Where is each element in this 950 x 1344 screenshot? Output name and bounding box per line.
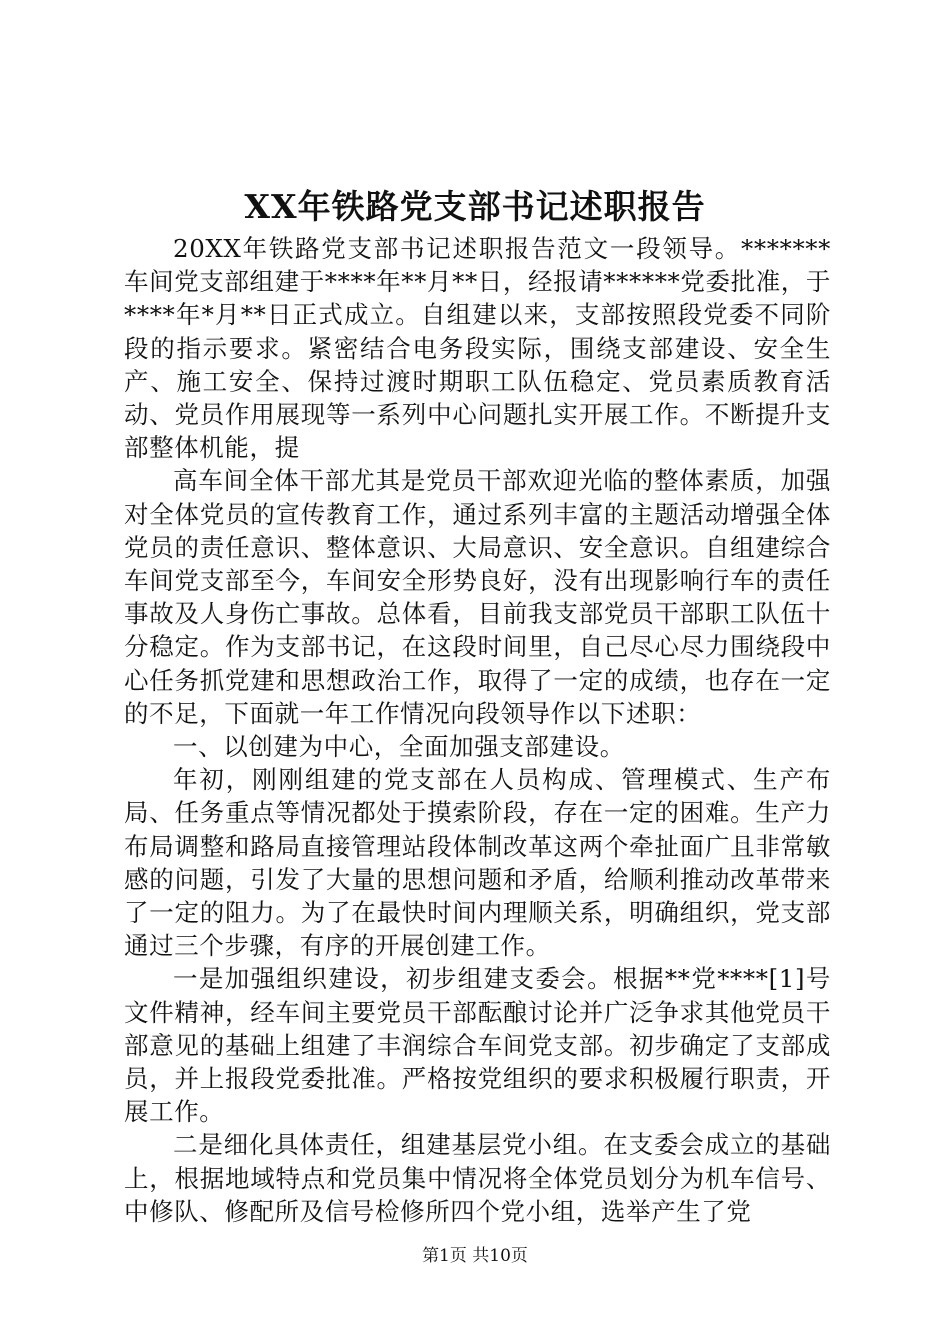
paragraph-step-one: 一是加强组织建设，初步组建支委会。根据**党****[1]号文件精神，经车间主要党员干部酝酿讨论并广泛争求其他党员干部意见的基础上组建了丰润综合车间党支部。初步确定了支部成员，并上报段党委批准。严格按党组织的要求积极履行职责，开展工作。 [124,964,831,1127]
paragraph-summary: 高车间全体干部尤其是党员干部欢迎光临的整体素质，加强对全体党员的宣传教育工作，通过系列丰富的主题活动增强全体党员的责任意识、整体意识、大局意识、安全意识。自组建综合车间党支部至今，车间安全形势良好，没有出现影响行车的责任事故及人身伤亡事故。总体看，目前我支部党员干部职工队伍十分稳定。作为支部书记，在这段时间里，自己尽心尽力围绕段中心任务抓党建和思想政治工作，取得了一定的成绩，也存在一定的不足，下面就一年工作情况向段领导作以下述职： [124,466,831,728]
paragraph-intro: 20XX年铁路党支部书记述职报告范文一段领导。*******车间党支部组建于****年**月**日，经报请******党委批准，于****年*月**日正式成立。自组建以来，支部按照段党委不同阶段的指示要求。紧密结合电务段实际，围绕支部建设、安全生产、施工安全、保持过渡时期职工队伍稳定、党员素质教育活动、党员作用展现等一系列中心问题扎实开展工作。不断提升支部整体机能，提 [124,234,831,463]
paragraph-early-year: 年初，刚刚组建的党支部在人员构成、管理模式、生产布局、任务重点等情况都处于摸索阶段，存在一定的困难。生产力布局调整和路局直接管理站段体制改革这两个牵扯面广且非常敏感的问题，引发了大量的思想问题和矛盾，给顺利推动改革带来了一定的阻力。为了在最快时间内理顺关系，明确组织，党支部通过三个步骤，有序的开展创建工作。 [124,765,831,961]
page-footer: 第1页 共10页 [422,1246,528,1266]
paragraph-step-two: 二是细化具体责任，组建基层党小组。在支委会成立的基础上，根据地域特点和党员集中情况将全体党员划分为机车信号、中修队、修配所及信号检修所四个党小组，选举产生了党 [124,1130,831,1226]
document-body [124,232,831,1228]
section-heading-1: 一、以创建为中心，全面加强支部建设。 [173,732,625,762]
document-title: XX年铁路党支部书记述职报告 [244,187,706,226]
